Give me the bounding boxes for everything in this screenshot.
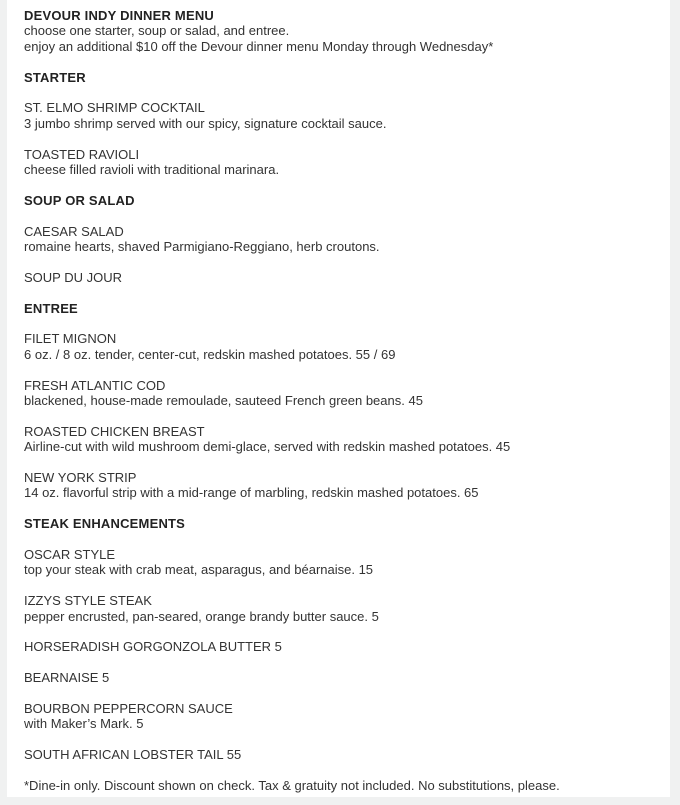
section-heading-steak-enhancements: STEAK ENHANCEMENTS: [24, 516, 186, 532]
item-name: SOUP DU JOUR: [24, 269, 122, 285]
intro-line-2: enjoy an additional $10 off the Devour dinner menu Monday through Wednesday*: [24, 38, 494, 54]
menu-item: [24, 270, 640, 285]
item-name: FRESH ATLANTIC COD: [24, 377, 166, 393]
item-name: OSCAR STYLE: [24, 547, 116, 563]
menu-header: [24, 8, 640, 54]
menu-item: [24, 224, 640, 255]
section-heading-soup-or-salad: SOUP OR SALAD: [24, 192, 135, 208]
menu-item: [24, 331, 640, 362]
menu-item: [24, 378, 640, 409]
section-heading-starter: STARTER: [24, 69, 86, 85]
menu-item: [24, 100, 640, 131]
item-name: SOUTH AFRICAN LOBSTER TAIL 55: [24, 747, 242, 763]
item-name: ST. ELMO SHRIMP COCKTAIL: [24, 100, 205, 116]
item-description: blackened, house-made remoulade, sauteed French green beans. 45: [24, 393, 423, 409]
menu-item: [24, 547, 640, 578]
item-description: cheese filled ravioli with traditional marinara.: [24, 162, 280, 178]
item-name: TOASTED RAVIOLI: [24, 146, 140, 162]
menu-document: [7, 0, 670, 797]
item-description: romaine hearts, shaved Parmigiano-Reggiano, herb croutons.: [24, 239, 380, 255]
item-name: ROASTED CHICKEN BREAST: [24, 423, 205, 439]
footnote: *Dine-in only. Discount shown on check. Tax & gratuity not included. No substitutions, please.: [24, 778, 560, 794]
menu-item: [24, 639, 640, 654]
section-heading-entree: ENTREE: [24, 300, 78, 316]
item-name: NEW YORK STRIP: [24, 470, 137, 486]
item-name: FILET MIGNON: [24, 331, 117, 347]
item-name: BEARNAISE 5: [24, 670, 110, 686]
item-description: top your steak with crab meat, asparagus, and béarnaise. 15: [24, 562, 374, 578]
item-description: 3 jumbo shrimp served with our spicy, signature cocktail sauce.: [24, 115, 387, 131]
item-name: CAESAR SALAD: [24, 223, 124, 239]
menu-item: [24, 593, 640, 624]
menu-item: [24, 147, 640, 178]
item-name: HORSERADISH GORGONZOLA BUTTER 5: [24, 639, 282, 655]
menu-item: [24, 701, 640, 732]
item-name: BOURBON PEPPERCORN SAUCE: [24, 701, 233, 717]
item-description: pepper encrusted, pan-seared, orange brandy butter sauce. 5: [24, 608, 379, 624]
item-description: 6 oz. / 8 oz. tender, center-cut, redskin mashed potatoes. 55 / 69: [24, 346, 396, 362]
item-description: with Maker’s Mark. 5: [24, 716, 144, 732]
intro-line-1: choose one starter, soup or salad, and entree.: [24, 23, 290, 39]
menu-item: [24, 424, 640, 455]
item-name: IZZYS STYLE STEAK: [24, 593, 152, 609]
menu-item: [24, 747, 640, 762]
menu-item: [24, 470, 640, 501]
item-description: Airline-cut with wild mushroom demi-glace, served with redskin mashed potatoes. 45: [24, 439, 511, 455]
item-description: 14 oz. flavorful strip with a mid-range of marbling, redskin mashed potatoes. 65: [24, 485, 479, 501]
menu-item: [24, 670, 640, 685]
menu-title: DEVOUR INDY DINNER MENU: [24, 8, 214, 23]
